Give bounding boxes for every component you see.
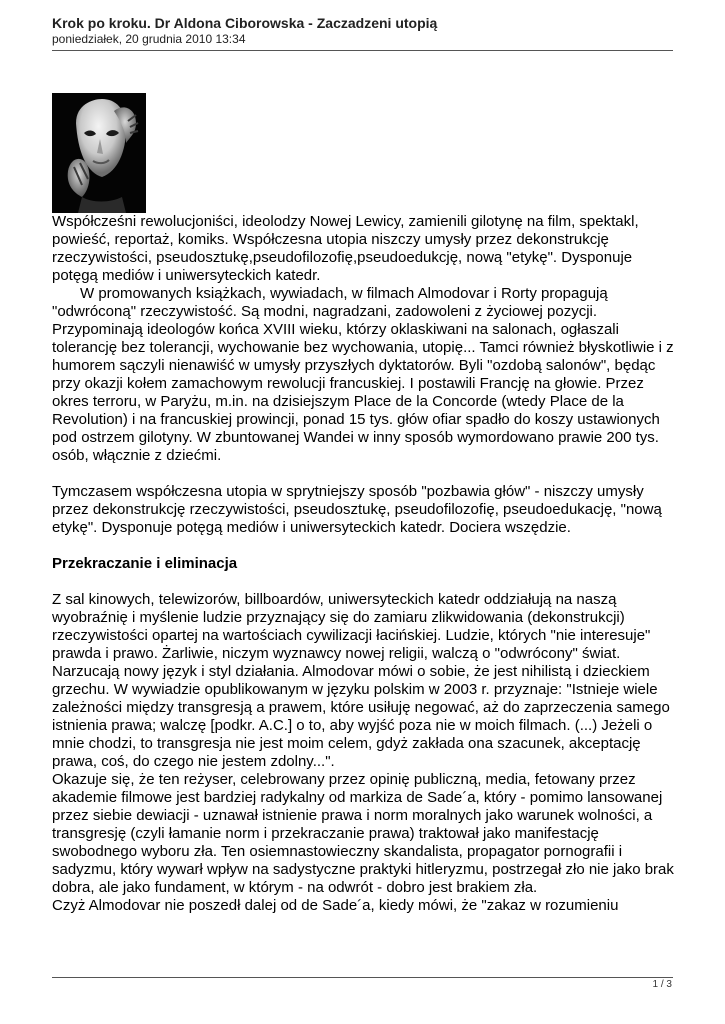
paragraph-3: Tymczasem współczesna utopia w sprytniejszy sposób "pozbawia głów" - niszczy umysły przez dekonstrukcję rzeczywistości, pseudosztukę, pseudofilozofię, pseudoedukację, "nową etykę". Dysponuje potęgą mediów i uniwersyteckich katedr. Dociera wszędzie. — [52, 483, 662, 536]
article-body — [52, 213, 674, 915]
mask-photo-icon — [52, 93, 146, 213]
paragraph-spacer — [52, 573, 674, 591]
paragraph-5: Okazuje się, że ten reżyser, celebrowany przez opinię publiczną, media, fetowany przez akademie filmowe jest bardziej radykalny od markiza de Sade´a, który - pomimo lansowanej przez siebie dewiacji - uznawał istnienie prawa i norm moralnych jako warunek wolności, a transgresję (czyli łamanie norm i przekraczanie prawa) traktował jako manifestację swobodnego wyboru zła. Ten osiemnastowieczny skandalista, propagator pornografii i sadyzmu, który wywarł wpływ na sadystyczne praktyki hitleryzmu, postrzegał zło nie jako brak dobra, ale jako fundament, w którym - na odwrót - dobro jest brakiem zła. — [52, 771, 674, 896]
paragraph-1: Współcześni rewolucjoniści, ideolodzy Nowej Lewicy, zamienili gilotynę na film, spektakl, powieść, reportaż, komiks. Współczesna utopia niszczy umysły przez dekonstrukcję rzeczywistości, pseudosztukę,pseudofilozofię,pseudoedukcję, nową "etykę". Dysponuje potęgą mediów i uniwersyteckich katedr. — [52, 213, 639, 284]
footer-divider — [52, 977, 673, 978]
paragraph-2: W promowanych książkach, wywiadach, w filmach Almodovar i Rorty propagują "odwróconą" rzeczywistość. Są modni, nagradzani, zadowoleni z życiowej pozycji. Przypominają ideologów końca XVIII wieku, którzy oklaskiwani na salonach, ogłaszali tolerancję bez tolerancji, wychowanie bez wychowania, utopię... Tamci również błyskotliwie i z humorem sączyli nienawiść w umysły przyszłych dyktatorów. Byli "ozdobą salonów", będąc przy okazji kołem zamachowym rewolucji francuskiej. I postawili Francję na głowie. Przez okres terroru, w Paryżu, m.in. na dzisiejszym Place de la Concorde (wtedy Place de la Revolution) i na francuskiej prowincji, ponad 15 tys. głów ofiar spadło do koszy ustawionych pod ostrzem gilotyny. W zbuntowanej Wandei w inny sposób wymordowano prawie 200 tys. osób, włącznie z dziećmi. — [52, 285, 674, 464]
article-date: poniedziałek, 20 grudnia 2010 13:34 — [52, 32, 246, 46]
section-heading: Przekraczanie i eliminacja — [52, 555, 238, 572]
header-divider — [52, 50, 673, 51]
paragraph-6: Czyż Almodovar nie poszedł dalej od de Sade´a, kiedy mówi, że "zakaz w rozumieniu — [52, 897, 619, 914]
paragraph-4: Z sal kinowych, telewizorów, billboardów, uniwersyteckich katedr oddziałują na naszą wyobraźnię i myślenie ludzie przyznający się do zamiaru zlikwidowania (dekonstrukcji) rzeczywistości opartej na wartościach cywilizacji łacińskiej. Ludzie, których "nie interesuje" prawda i prawo. Żarliwie, niczym wyznawcy nowej religii, walczą o "odwrócony" świat. Narzucają nowy język i styl działania. Almodovar mówi o sobie, że jest nihilistą i dzieckiem grzechu. W wywiadzie opublikowanym w języku polskim w 2003 r. przyznaje: "Istnieje wiele zależności między transgresją a prawem, które usiłuję negować, aż do zaprzeczenia samego istnienia prawa; walczę [podkr. A.C.] o to, aby wyjść poza nie w moich filmach. (...) Jeżeli o mnie chodzi, to transgresja nie jest moim celem, gdyż zakłada ona szacunek, akceptację prawa, coś, do czego nie jestem zdolny...". — [52, 591, 670, 770]
page-number: 1 / 3 — [652, 979, 672, 990]
page-header — [52, 15, 672, 47]
mask-photo-graphic — [52, 93, 146, 213]
paragraph-spacer — [52, 465, 674, 483]
paragraph-spacer — [52, 537, 674, 555]
article-title: Krok po kroku. Dr Aldona Ciborowska - Zaczadzeni utopią — [52, 15, 438, 31]
